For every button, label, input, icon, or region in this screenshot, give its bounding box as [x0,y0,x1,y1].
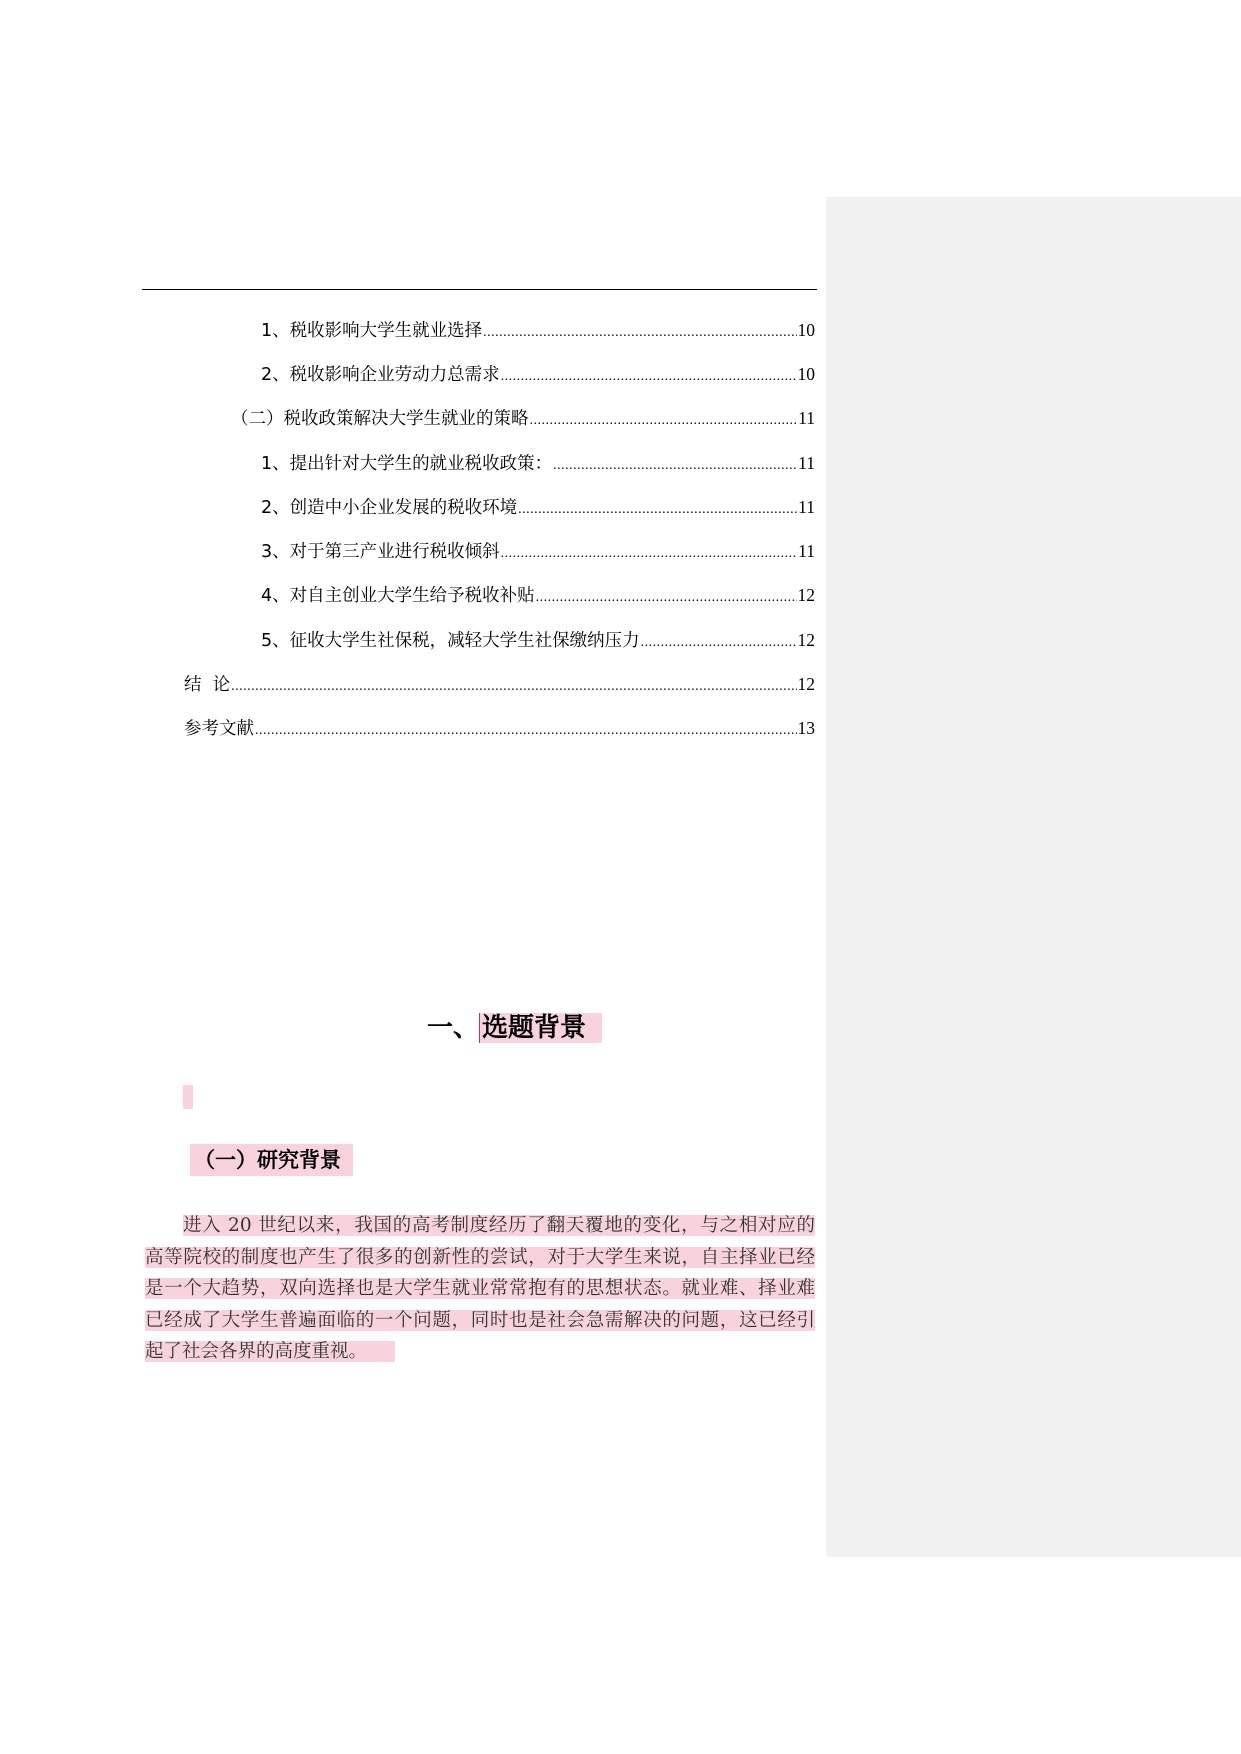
toc-entry-label: 1、提出针对大学生的就业税收政策： [261,454,553,474]
chapter-prefix: 一、 [427,1013,480,1043]
toc-entry-label: 2、税收影响企业劳动力总需求 [261,365,500,385]
toc-entry-label: 4、对自主创业大学生给予税收补贴 [261,586,535,606]
toc-leader-dots [641,635,797,651]
toc-entry-label: 结 论 [184,675,231,695]
toc-entry-page: 12 [797,674,815,694]
toc-entry-label: 3、对于第三产业进行税收倾斜 [261,542,500,562]
toc-leader-dots [536,590,797,606]
empty-paragraph-highlight [183,1085,193,1109]
body-paragraph[interactable] [145,1210,815,1368]
toc-entry-page: 11 [798,541,815,561]
paragraph-line-text: 高等院校的制度也产生了很多的创新性的尝试，对于大学生来说，自主择业已经 [145,1246,815,1268]
toc-entry-label: 1、税收影响大学生就业选择 [261,321,483,341]
toc-leader-dots [518,502,797,518]
toc-entry[interactable] [261,627,815,653]
toc-leader-dots [501,546,798,562]
toc-leader-dots [530,413,798,429]
toc-entry-page: 12 [797,585,815,605]
section-heading[interactable]: （一）研究背景 [190,1144,353,1176]
toc-entry[interactable] [261,494,815,520]
paragraph-line [145,1242,815,1274]
toc-entry-label: 5、征收大学生社保税，减轻大学生社保缴纳压力 [261,631,640,651]
toc-entry-page: 13 [797,718,815,738]
paragraph-line-text: 已经成了大学生普遍面临的一个问题，同时也是社会急需解决的问题，这已经引 [145,1309,815,1331]
paragraph-line-text: 起了社会各界的高度重视。 [145,1341,395,1362]
toc-entry-page: 10 [797,364,815,384]
toc-entry-page: 10 [797,320,815,340]
toc-leader-dots [231,679,796,695]
chapter-heading[interactable] [427,1010,602,1046]
paragraph-line-text: 进入 20 世纪以来，我国的高考制度经历了翻天覆地的变化，与之相对应的 [183,1215,815,1236]
paragraph-line [145,1210,815,1242]
toc-entry-page: 12 [797,630,815,650]
chapter-title-highlighted: 选题背景 [479,1013,602,1043]
paragraph-line [145,1273,815,1305]
toc-leader-dots [501,369,797,385]
toc-entry[interactable] [261,538,815,564]
toc-entry[interactable] [261,450,815,476]
toc-entry[interactable] [261,361,815,387]
toc-entry-page: 11 [798,408,815,428]
paragraph-line-text: 是一个大趋势，双向选择也是大学生就业常常抱有的思想状态。就业难、择业难 [145,1278,815,1299]
paragraph-line [145,1305,815,1337]
toc-leader-dots [553,458,797,474]
toc-entry[interactable] [184,671,815,697]
header-rule [142,289,817,290]
toc-entry[interactable] [261,582,815,608]
toc-entry[interactable] [261,317,815,343]
toc-leader-dots [483,325,796,341]
toc-entry[interactable] [231,405,815,431]
comment-pane [826,197,1241,1557]
toc-entry-page: 11 [798,453,815,473]
paragraph-line [145,1336,815,1368]
toc-entry[interactable] [184,715,815,741]
toc-entry-page: 11 [798,497,815,517]
toc-entry-label: （二）税收政策解决大学生就业的策略 [231,409,529,429]
toc-entry-label: 2、创造中小企业发展的税收环境 [261,498,518,518]
toc-entry-label: 参考文献 [184,719,254,739]
toc-leader-dots [255,723,797,739]
